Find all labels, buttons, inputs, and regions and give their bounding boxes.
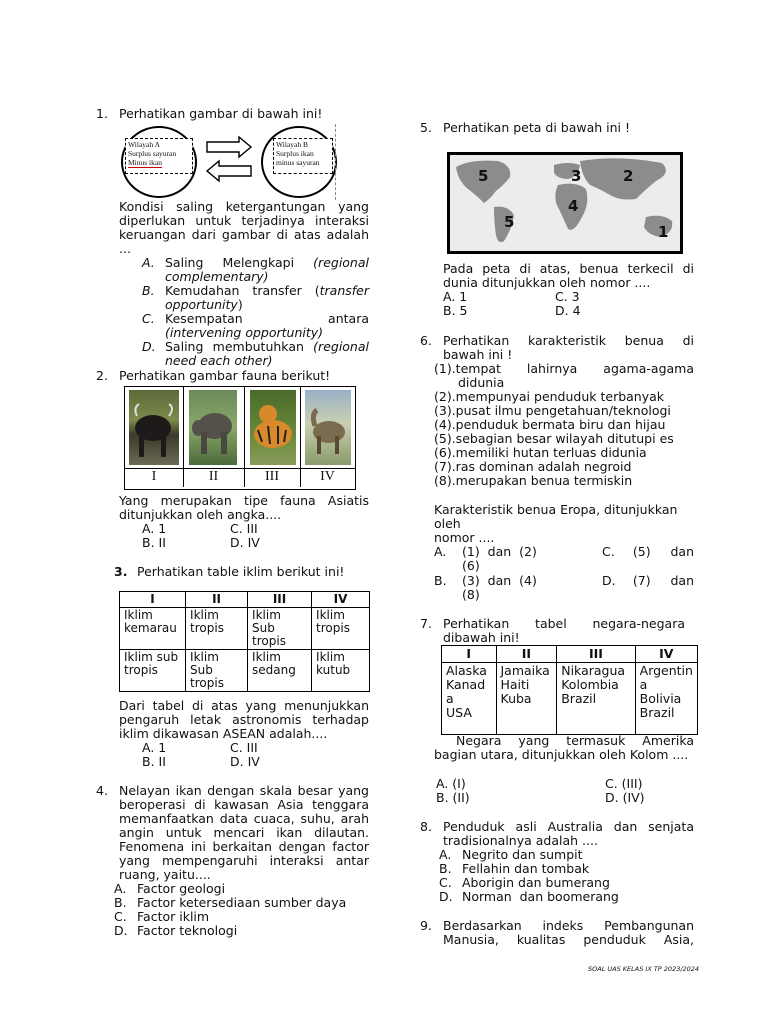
q6-option-b[interactable]: B. (3) dan (4) (8)	[434, 573, 537, 602]
countries-header-1: I	[442, 646, 497, 663]
countries-cell-1: Alaska Kanad a USA	[442, 663, 497, 735]
map-label-south-america: 5	[504, 213, 515, 231]
map-label-asia: 2	[623, 167, 634, 185]
q6-item-6: (6).memiliki hutan terluas didunia	[434, 445, 647, 460]
world-map	[447, 152, 683, 254]
q4-option-b[interactable]: B. Factor ketersediaan sumber daya	[114, 895, 347, 910]
fauna-photo-3	[250, 390, 296, 465]
q4-stem: Nelayan ikan dengan skala besar yang beroperasi di kawasan Asia tenggara memanfaatkan data cuaca, suhu, arah angin untuk mencari ikan dilautan. Fenomena ini berkaitan dengan factor yang mempengaruhi interaksi antar ruang, yaitu....	[119, 783, 369, 882]
fauna-photo-1	[129, 390, 179, 465]
q5-stem: Pada peta di atas, benua terkecil di dunia ditunjukkan oleh nomor ....	[443, 261, 694, 290]
climate-cell: Iklim tropis	[312, 608, 370, 650]
q2-number: 2.	[96, 368, 108, 383]
q1-option-b[interactable]: B. Kemudahan transfer (transfer opportunity)	[142, 283, 369, 312]
q2-option-a[interactable]: A. 1	[142, 521, 167, 536]
q7-option-b[interactable]: B. (II)	[436, 790, 470, 805]
q1-number: 1.	[96, 106, 108, 121]
map-label-australia: 1	[658, 223, 669, 241]
q3-option-c[interactable]: C. III	[230, 740, 258, 755]
q6-item-1: (1).tempat lahirnya agama-agama	[434, 361, 694, 376]
fauna-label-3: III	[265, 469, 279, 484]
q6-option-d[interactable]: D. (7) dan	[602, 573, 694, 588]
climate-cell: Iklim sedang	[248, 650, 312, 692]
climate-table	[119, 591, 370, 692]
q6-stem: Perhatikan karakteristik benua di bawah ini !	[443, 333, 694, 362]
climate-cell: Iklim Sub tropis	[248, 608, 312, 650]
q7-option-c[interactable]: C. (III)	[605, 776, 643, 791]
q2-option-c[interactable]: C. III	[230, 521, 258, 536]
q6-item-5: (5).sebagian besar wilayah ditutupi es	[434, 431, 674, 446]
map-label-north-america: 5	[478, 167, 489, 185]
countries-header-2: II	[496, 646, 557, 663]
climate-cell: Iklim kemarau	[120, 608, 186, 650]
countries-table	[441, 645, 698, 735]
q6-item-3: (3).pusat ilmu pengetahuan/teknologi	[434, 403, 671, 418]
countries-header-4: IV	[635, 646, 697, 663]
fauna-photo-2	[189, 390, 237, 465]
q8-option-b[interactable]: B. Fellahin dan tombak	[439, 861, 590, 876]
q1-option-a[interactable]: A. Saling Melengkapi (regional complementary)	[142, 255, 369, 284]
q5-option-b[interactable]: B. 5	[443, 303, 468, 318]
q3-number: 3.	[114, 564, 128, 579]
q8-option-a[interactable]: A. Negrito dan sumpit	[439, 847, 583, 862]
q3-option-a[interactable]: A. 1	[142, 740, 167, 755]
climate-header-4: IV	[312, 592, 370, 608]
countries-header-3: III	[557, 646, 635, 663]
q6-item-4: (4).penduduk bermata biru dan hijau	[434, 417, 666, 432]
region-b-box: Wilayah B Surplus ikan minus sayuran	[273, 138, 333, 174]
countries-cell-2: Jamaika Haiti Kuba	[496, 663, 557, 735]
q6-list	[434, 362, 694, 488]
q8-option-c[interactable]: C. Aborigin dan bumerang	[439, 875, 610, 890]
countries-cell-3: Nikaragua Kolombia Brazil	[557, 663, 635, 735]
fauna-label-4: IV	[320, 469, 335, 484]
q9-stem: Berdasarkan indeks Pembangunan Manusia, kualitas penduduk Asia,	[443, 918, 694, 947]
climate-cell: Iklim Sub tropis	[186, 650, 248, 692]
q4-option-d[interactable]: D. Factor teknologi	[114, 923, 238, 938]
fauna-photo-4	[305, 390, 351, 465]
q2-stem: Yang merupakan tipe fauna Asiatis ditunjukkan oleh angka....	[119, 493, 369, 522]
q3-stem: Dari tabel di atas yang menunjukkan pengaruh letak astronomis terhadap iklim dikawasan ASEAN adalah....	[119, 698, 369, 741]
q4-option-a[interactable]: A. Factor geologi	[114, 881, 226, 896]
q1-title: Perhatikan gambar di bawah ini!	[119, 106, 323, 121]
q9-number: 9.	[420, 918, 432, 933]
q4-number: 4.	[96, 783, 108, 798]
map-label-africa: 4	[568, 197, 579, 215]
q7-question: Negara yang termasuk Amerika bagian utara, ditunjukkan oleh Kolom ....	[434, 733, 694, 762]
climate-cell: Iklim sub tropis	[120, 650, 186, 692]
climate-header-1: I	[120, 592, 186, 608]
climate-cell: Iklim tropis	[186, 608, 248, 650]
q6-item-7: (7).ras dominan adalah negroid	[434, 459, 632, 474]
q3-title: Perhatikan table iklim berikut ini!	[137, 564, 345, 579]
climate-header-3: III	[248, 592, 312, 608]
q5-number: 5.	[420, 120, 432, 135]
q5-title: Perhatikan peta di bawah ini !	[443, 120, 630, 135]
q2-fauna-figure	[124, 386, 356, 490]
q7-option-a[interactable]: A. (I)	[436, 776, 466, 791]
q1-option-c[interactable]: C. Kesempatan antara (intervening opportunity)	[142, 311, 369, 340]
q5-option-c[interactable]: C. 3	[555, 289, 580, 304]
climate-header-2: II	[186, 592, 248, 608]
q2-option-b[interactable]: B. II	[142, 535, 166, 550]
climate-cell: Iklim kutub	[312, 650, 370, 692]
q6-option-a[interactable]: A. (1) dan (2) (6)	[434, 544, 537, 573]
q8-stem: Penduduk asli Australia dan senjata tradisionalnya adalah ....	[443, 819, 694, 848]
map-label-europe: 3	[571, 167, 582, 185]
q4-option-c[interactable]: C. Factor iklim	[114, 909, 210, 924]
q6-question: Karakteristik benua Eropa, ditunjukkan oleh nomor ....	[434, 502, 678, 545]
q7-stem: Perhatikan tabel negara-negara dibawah ini!	[443, 616, 685, 645]
q3-option-d[interactable]: D. IV	[230, 754, 260, 769]
q6-number: 6.	[420, 333, 432, 348]
q6-item-2: (2).mempunyai penduduk terbanyak	[434, 389, 665, 404]
page-footer: SOAL UAS KELAS IX TP 2023/2024	[588, 965, 700, 973]
q1-stem: Kondisi saling ketergantungan yang diperlukan untuk terjadinya interaksi keruangan dari gambar di atas adalah ...	[119, 199, 369, 256]
fauna-label-2: II	[208, 469, 219, 484]
q2-option-d[interactable]: D. IV	[230, 535, 260, 550]
q8-number: 8.	[420, 819, 432, 834]
q8-option-d[interactable]: D. Norman dan boomerang	[439, 889, 619, 904]
q6-item-8: (8).merupakan benua termiskin	[434, 473, 633, 488]
q5-option-d[interactable]: D. 4	[555, 303, 581, 318]
q3-option-b[interactable]: B. II	[142, 754, 166, 769]
exchange-arrows-icon	[205, 136, 253, 182]
q1-option-d[interactable]: D. Saling membutuhkan (regional need each other)	[142, 339, 369, 368]
fauna-label-1: I	[151, 469, 157, 484]
countries-cell-4: Argentin a Bolivia Brazil	[635, 663, 697, 735]
region-a-box: Wilayah A Surplus sayuran Minus ikan	[125, 138, 193, 174]
q7-number: 7.	[420, 616, 432, 631]
q1-interaction-figure	[119, 124, 339, 200]
q5-option-a[interactable]: A. 1	[443, 289, 468, 304]
q6-item-1-cont: didunia	[458, 375, 505, 390]
q6-option-c[interactable]: C. (5) dan	[602, 544, 694, 559]
q2-title: Perhatikan gambar fauna berikut!	[119, 368, 331, 383]
q7-option-d[interactable]: D. (IV)	[605, 790, 645, 805]
